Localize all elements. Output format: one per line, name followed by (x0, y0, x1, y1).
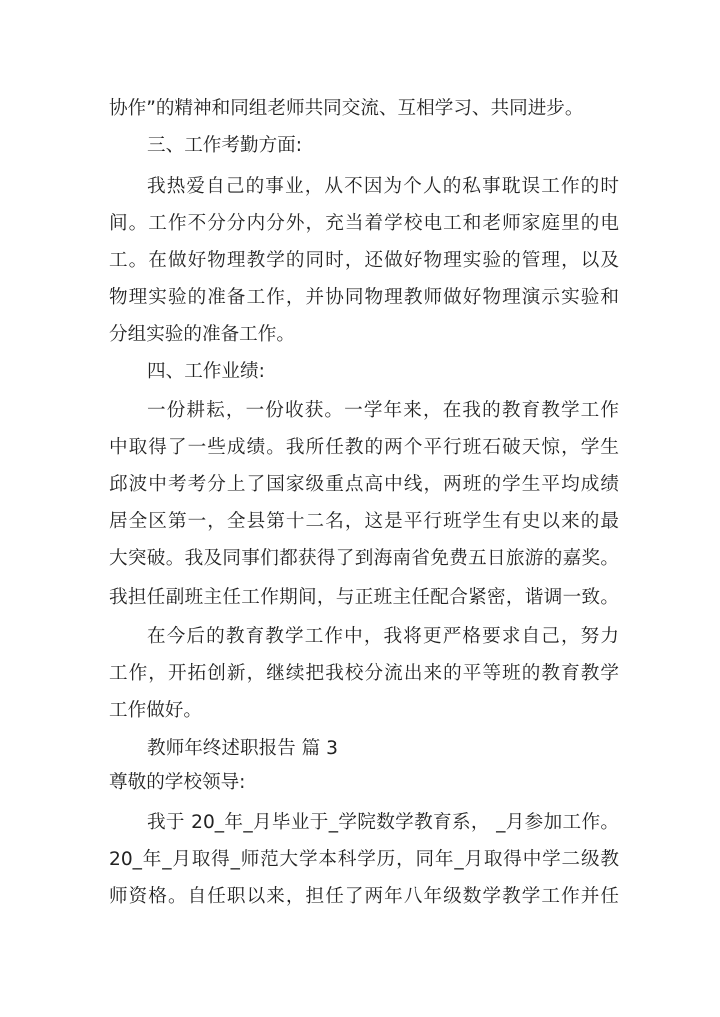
text-line: 间。工作不分分内分外，充当着学校电工和老师家庭里的电 (109, 213, 619, 234)
document-title: 教师年终述职报告 篇 3 (147, 738, 338, 759)
section-heading: 三、工作考勤方面: (147, 135, 303, 156)
section-heading: 四、工作业绩: (147, 361, 265, 382)
text-line: 协作”的精神和同组老师共同交流、互相学习、共同进步。 (109, 98, 584, 119)
text-line: 居全区第一，全县第十二名，这是平行班学生有史以来的最 (109, 511, 619, 532)
text-line: 在今后的教育教学工作中，我将更严格要求自己，努力 (147, 626, 619, 647)
text-line: 20_年_月取得_师范大学本科学历，同年_月取得中学二级教 (109, 849, 619, 870)
text-line: 大突破。我及同事们都获得了到海南省免费五日旅游的嘉奖。 (109, 548, 619, 569)
text-line: 中取得了一些成绩。我所任教的两个平行班石破天惊，学生 (109, 437, 619, 458)
text-line: 一份耕耘，一份收获。一学年来，在我的教育教学工作 (147, 400, 619, 421)
text-line: 物理实验的准备工作，并协同物理教师做好物理演示实验和 (109, 287, 619, 308)
text-line: 工作做好。 (109, 700, 202, 721)
text-line: 师资格。自任职以来，担任了两年八年级数学教学工作并任 (109, 886, 619, 907)
text-line: 我热爱自己的事业，从不因为个人的私事耽误工作的时 (147, 176, 619, 197)
text-line: 邱波中考考分上了国家级重点高中线，两班的学生平均成绩 (109, 474, 619, 495)
text-line: 我于 20_年_月毕业于_学院数学教育系， _月参加工作。 (147, 812, 619, 833)
text-line: 我担任副班主任工作期间，与正班主任配合紧密，谐调一致。 (109, 587, 619, 608)
salutation: 尊敬的学校领导: (109, 772, 246, 793)
text-line: 工作，开拓创新，继续把我校分流出来的平等班的教育教学 (109, 663, 619, 684)
text-line: 分组实验的准备工作。 (109, 324, 295, 345)
text-line: 工。在做好物理教学的同时，还做好物理实验的管理，以及 (109, 250, 619, 271)
